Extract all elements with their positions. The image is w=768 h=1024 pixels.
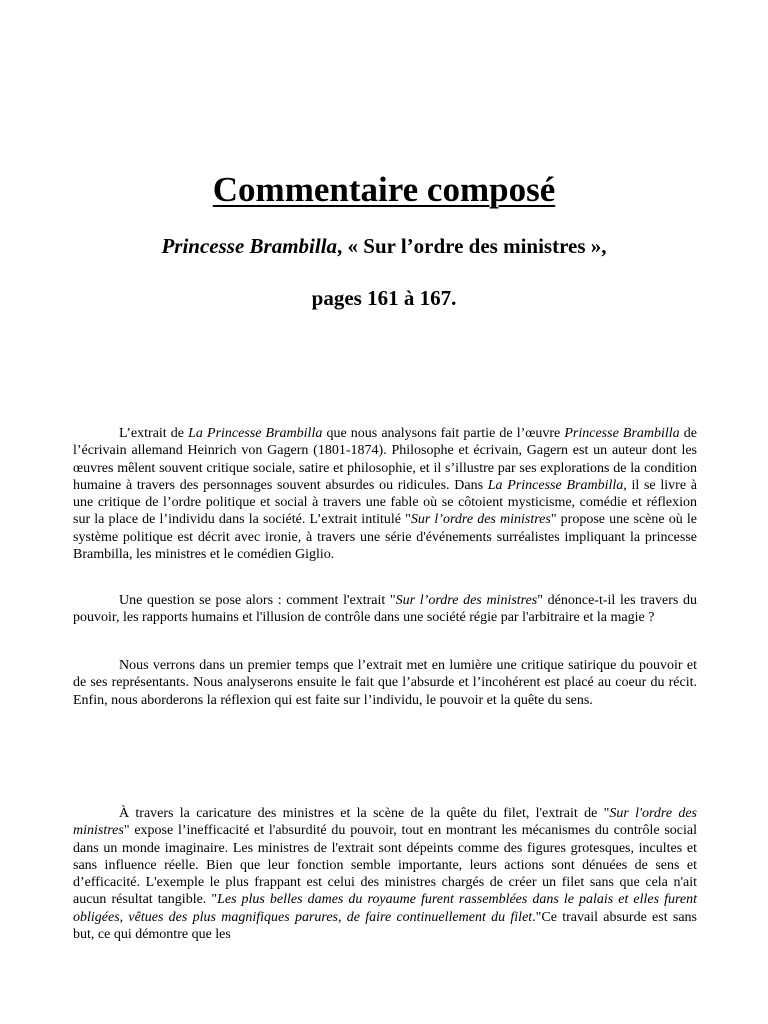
- body-paragraph-problematic: [73, 592, 697, 627]
- italic-text-segment: Sur l’ordre des ministres: [395, 593, 538, 608]
- text-segment: Une question se pose alors : comment l'extrait ": [119, 593, 396, 608]
- text-segment: Nous verrons dans un premier temps que l’extrait met en lumière une critique satirique du pouvoir et de ses représentants. Nous analyserons ensuite le fait que l’absurde et l’incohérent est placé au coeur du récit. Enfin, nous aborderons la réflexion qui est faite sur l’individu, le pouvoir et la quête du sens.: [73, 658, 697, 708]
- subtitle-extract-title: , « Sur l’ordre des ministres »,: [337, 234, 607, 258]
- text-segment: ."Ce travail absurde est sans but, ce qui démontre que les: [73, 909, 697, 943]
- text-segment: L’extrait de: [119, 426, 189, 441]
- italic-text-segment: Sur l'ordre des ministres: [73, 806, 697, 839]
- document-subtitle: [0, 233, 768, 259]
- document-title: [0, 170, 768, 210]
- paragraph-text: [73, 805, 697, 943]
- italic-text-segment: La Princesse Brambilla: [487, 477, 624, 493]
- document-page-range: pages 161 à 167.: [311, 286, 457, 310]
- title-text: Commentaire composé: [212, 170, 556, 209]
- italic-text-segment: Princesse Brambilla: [564, 426, 680, 441]
- body-paragraph-plan: [73, 657, 697, 709]
- italic-text-segment: Les plus belles dames du royaume furent rassemblées dans le palais et elles furent obligées, vêtues des plus magnifiques parures, de faire continuellement du filet: [73, 892, 698, 925]
- italic-text-segment: Sur l’ordre des ministres: [410, 512, 551, 528]
- body-paragraph-part-one: [73, 805, 697, 943]
- text-segment: À travers la caricature des ministres et la scène de la quête du filet, l'extrait de ": [119, 806, 610, 821]
- text-segment: " propose une scène où le système politique est décrit avec ironie, à travers une série d'événements surréalistes impliquant la princesse Brambilla, les ministres et le comédien Giglio.: [73, 512, 697, 563]
- text-segment: " expose l’inefficacité et l'absurdité du pouvoir, tout en montrant les mécanismes du contrôle social dans un monde imaginaire. Les ministres de l'extrait sont dépeints comme des figures grotesques, incultes et sans influence réelle. Bien que leur fonction semble importante, leurs actions sont dénuées de sens et d’efficacité. L'exemple le plus frappant est celui des ministres chargés de créer un filet sans que cela n'ait aucun résultat tangible. ": [73, 823, 697, 908]
- italic-text-segment: La Princesse Brambilla: [188, 426, 323, 441]
- text-segment: , il se livre à une critique de l’ordre politique et social à travers une fable où se côtoient mysticisme, comédie et réflexion sur la place de l’individu dans la société. L’extrait intitulé ": [73, 477, 697, 528]
- paragraph-text: [73, 592, 697, 627]
- text-segment: " dénonce-t-il les travers du pouvoir, les rapports humains et l'illusion de contrôle dans une société régie par l'arbitraire et la magie ?: [73, 593, 697, 626]
- text-segment: de l’écrivain allemand Heinrich von Gagern (1801-1874). Philosophe et écrivain, Gagern est un auteur dont les œuvres mêlent souvent critique sociale, satire et philosophie, et il s’illustre par ses explorations de la condition humaine à travers des personnages souvent absurdes ou ridicules. Dans: [73, 426, 698, 493]
- paragraph-text: [73, 425, 697, 563]
- subtitle-work-title: Princesse Brambilla: [161, 234, 338, 258]
- paragraph-text: [73, 657, 697, 709]
- text-segment: que nous analysons fait partie de l’œuvre: [322, 426, 565, 441]
- body-paragraph-introduction: [73, 425, 697, 563]
